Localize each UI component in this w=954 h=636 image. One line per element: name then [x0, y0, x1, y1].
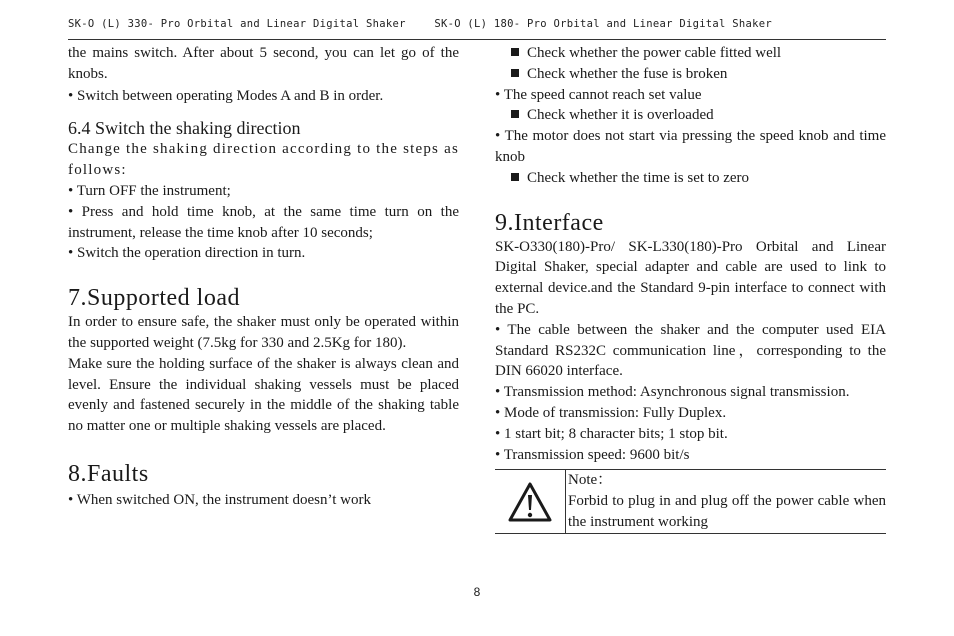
- section-6-4-step-2: • Press and hold time knob, at the same time turn on the instrument, release the time knob after 10 seconds;: [68, 203, 459, 241]
- note-label: Note：: [568, 472, 613, 489]
- right-column: [495, 43, 886, 534]
- section-6-4-step-3: • Switch the operation direction in turn.: [68, 245, 306, 262]
- warning-triangle-icon: [507, 481, 553, 523]
- check-item-fuse: Check whether the fuse is broken: [495, 64, 886, 85]
- section-6-4-step-1: • Turn OFF the instrument;: [68, 182, 231, 199]
- note-box: [495, 469, 886, 533]
- header-rule: [68, 39, 886, 40]
- section-7-heading: 7.Supported load: [68, 285, 240, 312]
- page-number: 8: [473, 585, 481, 599]
- note-body: Forbid to plug in and plug off the power cable when the instrument working: [568, 493, 886, 530]
- section-8-heading: 8.Faults: [68, 460, 149, 487]
- intro-paragraph: the mains switch. After about 5 second, you can let go of the knobs.: [68, 45, 459, 82]
- section-6-4-paragraph: Change the shaking direction according to the steps as follows:: [68, 141, 459, 179]
- section-7-paragraph-2: Make sure the holding surface of the shaker is always clean and level. Ensure the individual shaking vessels must be placed evenly and fastened securely in the middle of the shaking table no matter one or multiple shaking vessels are placed.: [68, 355, 459, 435]
- note-icon-cell: [495, 470, 566, 532]
- check-item-time-zero: Check whether the time is set to zero: [495, 168, 886, 189]
- header-left-title: SK-O (L) 330- Pro Orbital and Linear Digital Shaker: [68, 18, 406, 30]
- section-9-paragraph-2: • The cable between the shaker and the computer used EIA Standard RS232C communication line，corresponding to the DIN 66020 interface.: [495, 321, 886, 380]
- fault-motor: • The motor does not start via pressing the speed knob and time knob: [495, 128, 886, 165]
- section-9-paragraph-1: SK-O330(180)-Pro/ SK-L330(180)-Pro Orbital and Linear Digital Shaker, special adapter and cable are used to link to external device.and the Standard 9-pin interface to connect with the PC.: [495, 238, 886, 317]
- left-column: [68, 43, 459, 511]
- header-right-title: SK-O (L) 180- Pro Orbital and Linear Digital Shaker: [434, 18, 773, 30]
- section-8-fault-1: • When switched ON, the instrument doesn’t work: [68, 491, 371, 508]
- section-6-4-heading: 6.4 Switch the shaking direction: [68, 118, 301, 139]
- section-9-bullet-2: • Mode of transmission: Fully Duplex.: [495, 404, 727, 421]
- fault-speed: • The speed cannot reach set value: [495, 86, 702, 103]
- section-9-bullet-3: • 1 start bit; 8 character bits; 1 stop bit.: [495, 425, 728, 442]
- intro-bullet: • Switch between operating Modes A and B in order.: [68, 87, 384, 104]
- running-header: [68, 18, 886, 30]
- section-9-bullet-1: • Transmission method: Asynchronous signal transmission.: [495, 384, 850, 401]
- section-9-heading: 9.Interface: [495, 209, 604, 236]
- section-9-bullet-4: • Transmission speed: 9600 bit/s: [495, 446, 690, 463]
- section-7-paragraph-1: In order to ensure safe, the shaker must only be operated within the supported weight (7.5kg for 330 and 2.5Kg for 180).: [68, 314, 459, 351]
- note-text: [566, 470, 886, 532]
- check-item-power-cable: Check whether the power cable fitted well: [495, 43, 886, 64]
- check-item-overload: Check whether it is overloaded: [495, 105, 886, 126]
